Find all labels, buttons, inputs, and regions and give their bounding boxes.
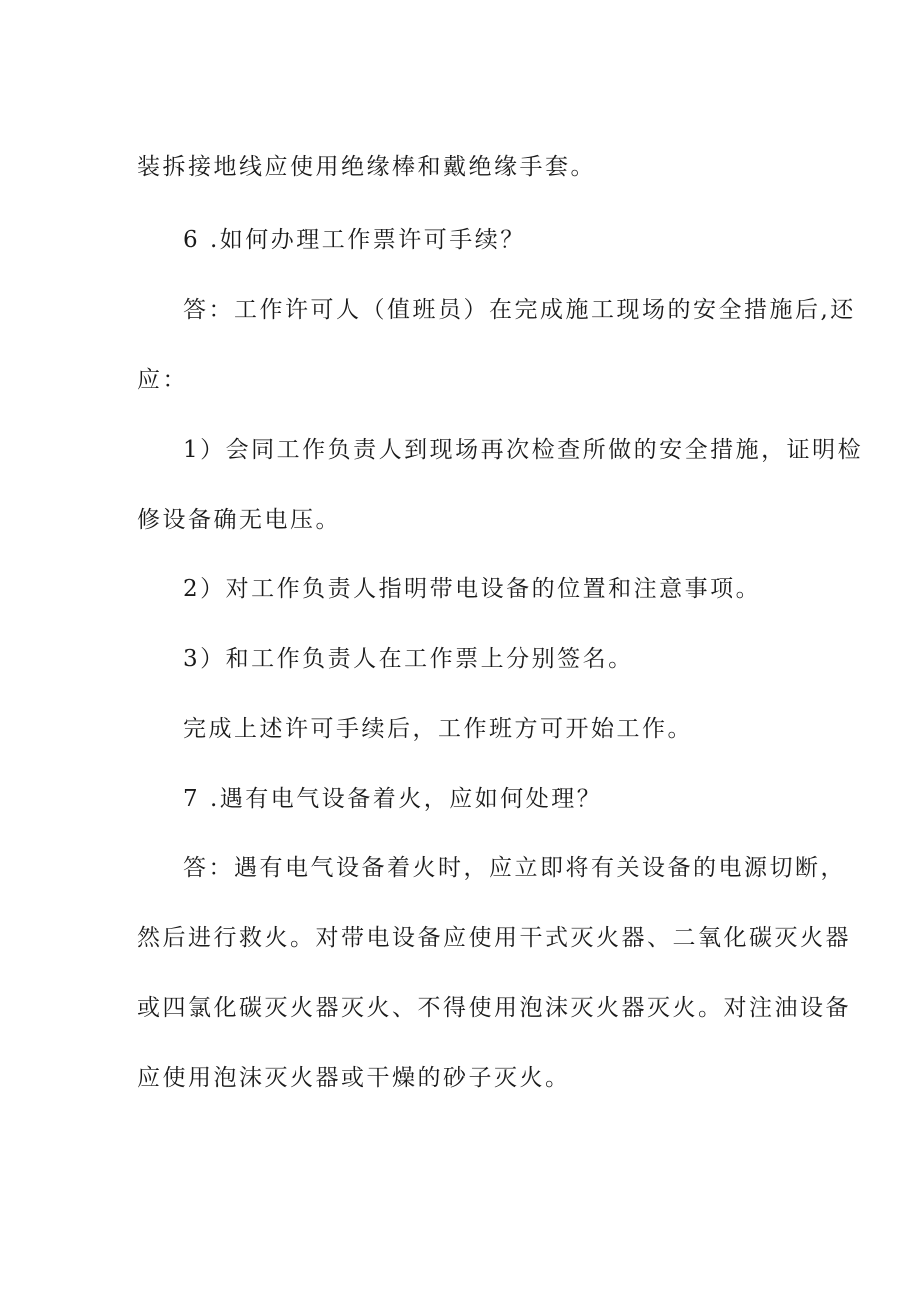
answer-line: 应： (137, 367, 188, 393)
list-item-3: 3）和工作负责人在工作票上分别签名。 (183, 646, 634, 672)
question-heading-7: 7 .遇有电气设备着火，应如何处理？ (183, 786, 603, 812)
answer-line: 然后进行救火。对带电设备应使用干式灭火器、二氧化碳灭火器 (137, 925, 851, 951)
list-item-1-continued: 修设备确无电压。 (137, 507, 341, 533)
question-heading-6: 6 .如何办理工作票许可手续？ (183, 227, 526, 253)
list-item-2: 2）对工作负责人指明带电设备的位置和注意事项。 (183, 576, 762, 602)
answer-line: 答：工作许可人（值班员）在完成施工现场的安全措施后,还 (183, 297, 856, 323)
answer-line: 答：遇有电气设备着火时，应立即将有关设备的电源切断， (183, 855, 846, 881)
answer-line: 应使用泡沫灭火器或干燥的砂子灭火。 (137, 1065, 571, 1091)
answer-line: 或四氯化碳灭火器灭火、不得使用泡沫灭火器灭火。对注油设备 (137, 995, 851, 1021)
paragraph-line: 完成上述许可手续后，工作班方可开始工作。 (183, 716, 693, 742)
list-item-1: 1）会同工作负责人到现场再次检查所做的安全措施，证明检 (183, 437, 864, 463)
paragraph-line: 装拆接地线应使用绝缘棒和戴绝缘手套。 (137, 154, 596, 180)
